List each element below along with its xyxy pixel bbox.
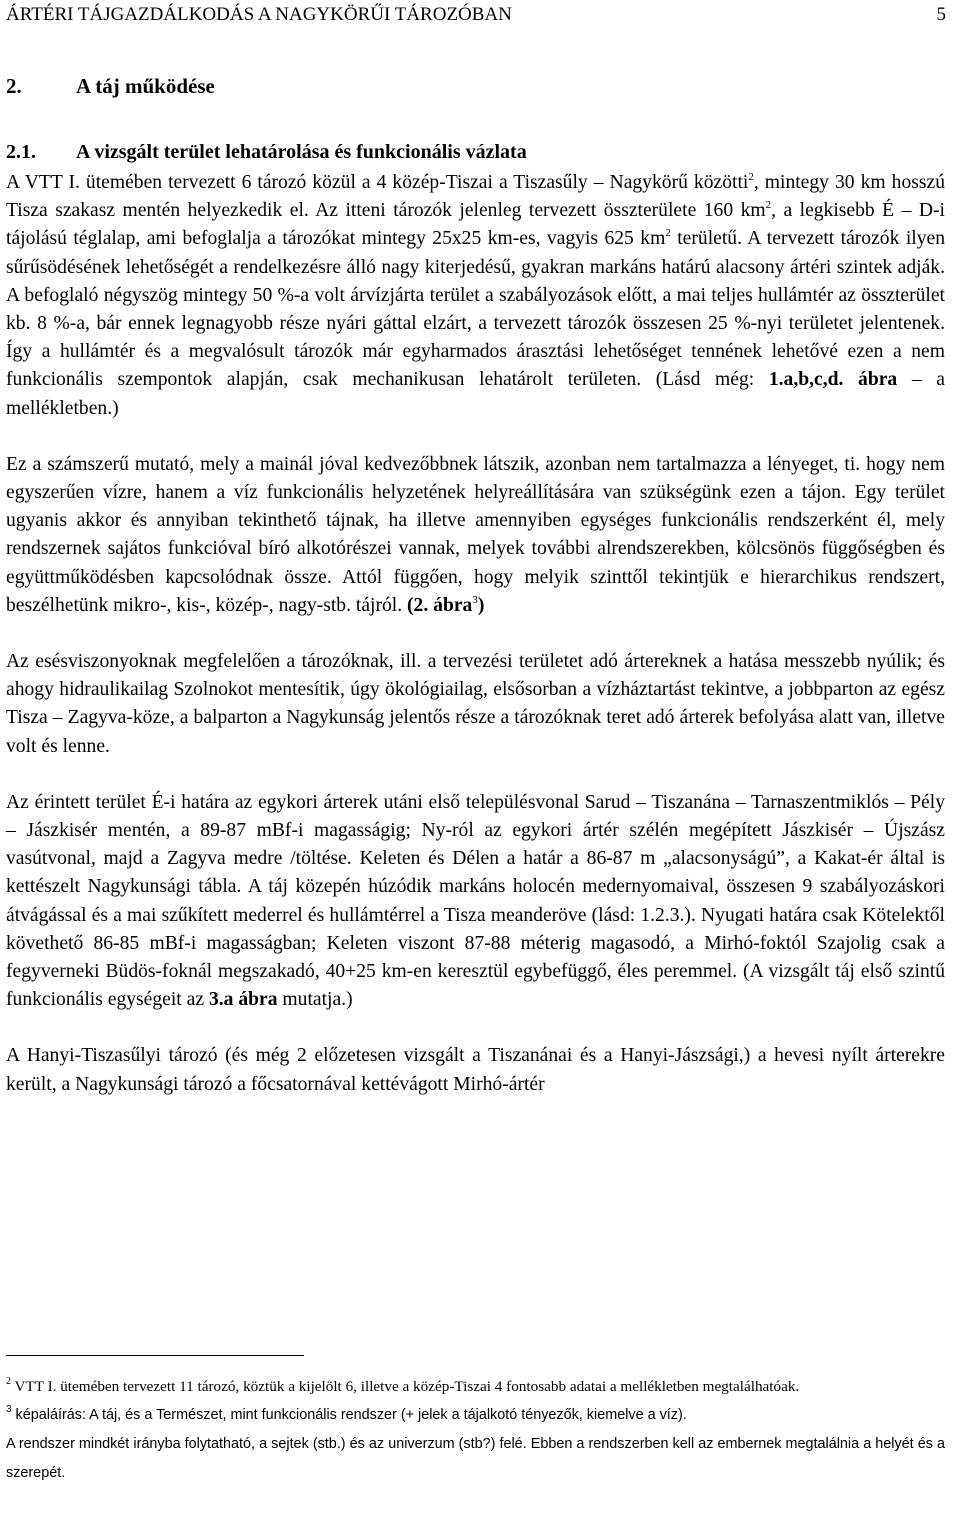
footnote-2 (6, 1372, 945, 1401)
p4-text-c: mutatja.) (277, 989, 353, 1011)
section-number: 2. (6, 74, 22, 98)
paragraph-4 (6, 789, 945, 1015)
page-number: 5 (936, 4, 946, 25)
footnote-ref-3: 3 (472, 593, 478, 606)
subsection-heading (6, 141, 527, 164)
subsection-title: A vizsgált terület lehatárolása és funkcionális vázlata (76, 141, 527, 163)
body-text (6, 169, 945, 1127)
p1-text-d: területű. A tervezett tározók ilyen sűrűsödésének lehetőségét a rendelkezésre álló nagy kiterjedésű, gyakran markáns határú alacsony ártéri szintek adják. A befoglaló négyszög mintegy 50 %-a volt árvízjárta terület a szabályozások előtt, a mai teljes hullámtér az összterület kb. 8 %-a, bár ennek legnagyobb része nyári gáttal elzárt, a tervezett tározók összesen 25 %-nyi területet jelentenek. Így a hullámtér és a megvalósult tározók már egyharmados árasztási lehetőséget tennének lehetővé ezen a nem funkcionális szempontok alapján, csak mechanikusan lehatárolt területen. (Lásd még: (6, 228, 945, 391)
footnote-3-text: képaláírás: A táj, és a Természet, mint funkcionális rendszer (+ jelek a tájalkotó tényezők, kiemelve a víz). (11, 1407, 687, 1423)
figure-ref-2: (2. ábra (407, 594, 473, 616)
footnote-3-continuation: A rendszer mindkét irányba folytatható, a sejtek (stb.) és az univerzum (stb?) felé. Ebben a rendszerben kell az embernek megtalálnia a helyét és a szerepét. (6, 1436, 945, 1481)
p1-text-b: , mintegy 30 km hosszú Tisza szakasz mentén helyezkedik el. Az itteni tározók jelenleg tervezett összterülete 160 km (6, 172, 945, 222)
subsection-number: 2.1. (6, 141, 36, 163)
p4-text-a: Az érintett terület É-i határa az egykori árterek utáni első településvonal Sarud – Tiszanána – Tarnaszentmiklós – Pély – Jászkisér mentén, a 89-87 mBf-i magasságig; Ny-ról az egykori ártér szélén megépített Jászkisér – Újszász vasútvonal, majd a Zagyva medre /töltése. Keleten és Délen a határ a 86-87 m „alacsonyságú”, a Kakat-ér által is kettészelt Nagykunsági tábla. A táj közepén húzódik markáns holocén medernyomaival, összesen 9 szabályozáskori átvágással és a mai szűkített mederrel és hullámtérrel a Tisza meanderöve (lásd: 1.2.3.). Nyugati határa csak Kötelektől követhető 86-85 mBf-i magasságban; Keleten viszont 87-88 méterig magasodó, a Mirhó-foktól Szajolig csak a fegyverneki Büdös-foknál megszakadó, 40+25 km-en keresztül egybefüggő, éles peremmel. (A vizsgált táj első szintű funkcionális egységeit az (6, 791, 945, 1011)
footnote-3 (6, 1401, 945, 1430)
footnote-ref-2: 2 (748, 171, 754, 183)
paragraph-3: Az esésviszonyoknak megfelelően a tározóknak, ill. a tervezési területet adó ártereknek a hatása messzebb nyúlik; és ahogy hidraulikailag Szolnokot mentesítik, úgy ökológiailag, elsősorban a vízháztartást tekintve, a jobbparton az egész Tisza – Zagyva-köze, a balparton a Nagykunság jelentős része a tározóknak teret adó árterek befolyása alatt van, illetve volt és lenne. (6, 651, 945, 757)
running-header (6, 4, 946, 30)
p1-text-c: , a legkisebb É – D-i tájolású téglalap, ami befoglalja a tározókat mintegy 25x25 km-es, vagyis 625 km (6, 200, 945, 250)
figure-ref-3a: 3.a ábra (208, 989, 278, 1011)
p1-text-a: A VTT I. ütemében tervezett 6 tározó közül a 4 közép-Tiszai a Tiszasűly – Nagykörű közötti (6, 172, 749, 193)
footnote-separator (6, 1355, 304, 1356)
p1-text-f: – a mellékletben.) (6, 369, 945, 419)
footnote-2-text: VTT I. ütemében tervezett 11 tározó, köztük a kijelölt 6, illetve a közép-Tiszai 4 fontosabb adatai a mellékletben megtalálhatóak. (11, 1378, 800, 1395)
section-heading (6, 74, 215, 99)
footnote-mark-3: 3 (6, 1404, 12, 1415)
header-title: ÁRTÉRI TÁJGAZDÁLKODÁS A NAGYKÖRŰI TÁROZÓBAN (6, 4, 512, 25)
figure-ref-2-close: ) (477, 594, 485, 616)
footnotes (6, 1372, 945, 1488)
section-title: A táj működése (76, 74, 215, 98)
figure-ref-1: 1.a,b,c,d. ábra (768, 369, 898, 391)
paragraph-1 (6, 169, 945, 423)
paragraph-5: A Hanyi-Tiszasűlyi tározó (és még 2 előzetesen vizsgált a Tiszanánai és a Hanyi-Jászsági,) a hevesi nyílt árterekre került, a Nagykunsági tározó a főcsatornával kettévágott Mirhó-ártér (6, 1045, 945, 1095)
p2-text-a: Ez a számszerű mutató, mely a mainál jóval kedvezőbbnek látszik, azonban nem tartalmazza a lényeget, ti. hogy nem egyszerűen vízre, hanem a víz funkcionális helyzetének helyreállítására van szükségünk ezen a tájon. Egy terület ugyanis akkor és annyiban tekinthető tájnak, ha illetve amennyiben egységes funkcionális rendszerként él, mely rendszernek sajátos funkcióval bíró alkotórészei vannak, melyek további alrendszerekben, kölcsönös függőségben és együttműködésben kapcsolódnak össze. Attól függően, hogy melyik szinttől tekintjük e hierarchikus rendszert, beszélhetünk mikro-, kis-, közép-, nagy-stb. tájról. (6, 453, 945, 616)
footnote-mark-2: 2 (6, 1376, 11, 1387)
paragraph-2 (6, 451, 945, 620)
superscript-2: 2 (765, 199, 772, 212)
superscript-2: 2 (665, 227, 671, 240)
